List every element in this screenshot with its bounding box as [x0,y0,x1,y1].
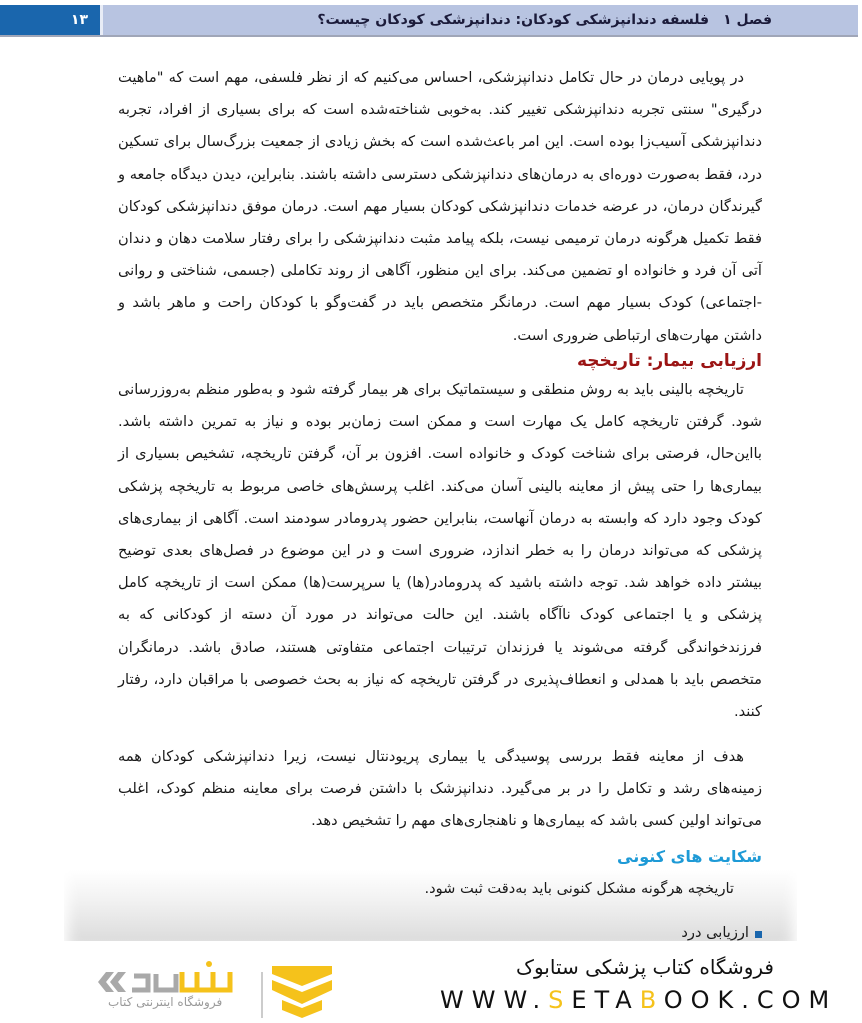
logo-wordmark [132,961,230,990]
bullet-text: ارزیابی درد [681,924,749,941]
chevron-arrows-icon [98,972,126,992]
subsection-heading-current-complaints: شکایت های کنونی [617,847,762,866]
intro-paragraph: در پویایی درمان در حال تکامل دندانپزشکی، احساس می‌کنیم که از نظر فلسفی، مهم است که "ماهیت درگیری" سنتی تجربه دندانپزشکی تغییر کند. به‌خوبی شناخته‌شده است که برای بسیاری از افراد، تجربه دندانپزشکی آسیب‌زا بوده است. این امر باعث‌شده است که بخش زیادی از جمعیت بزرگ‌سال برای تسکین درد، فقط به‌صورت دوره‌ای به درمان‌های دندانپزشکی دسترسی داشته باشند. بنابراین، دیدن دیدگاه جامعه و گیرندگان درمان، در عرضه خدمات دندانپزشکی کودکان بسیار مهم است. درمان موفق دندانپزشکی کودکان فقط تکمیل هرگونه درمان ترمیمی نیست، بلکه پیامد مثبت دندانپزشکی را برای رفتار سلامت دهان و دندان آتی آن فرد و خانواده او تضمین می‌کند. برای این منظور، آگاهی از روند تکاملی (جسمی، شناختی و روانی -اجتماعی) کودک بسیار مهم است. درمانگر متخصص باید در گفت‌وگو با کودکان راحت و ماهر باشد و داشتن مهارت‌های ارتباطی ضروری است. [118,69,762,344]
setabook-logo [96,950,346,1020]
url-part: OOK.COM [663,986,838,1014]
shop-name: فروشگاه کتاب پزشکی ستابوک [516,955,774,979]
logo-tagline: فروشگاه اینترنتی کتاب [108,995,223,1009]
url-part: WWW. [440,986,549,1014]
complaints-box-text: تاریخچه هرگونه مشکل کنونی باید به‌دقت ثبت شود. [424,880,734,897]
running-title [106,5,858,35]
url-highlight: B [639,986,664,1014]
shop-url[interactable] [440,986,837,1014]
list-item [681,924,762,941]
shield-chevron-icon [272,966,332,1018]
page-number: ۱۳ [0,5,103,35]
square-bullet-icon [755,931,762,938]
url-highlight: S [548,986,572,1014]
history-paragraph: تاریخچه بالینی باید به روش منطقی و سیستماتیک برای هر بیمار گرفته شود و به‌طور منظم به‌روزرسانی شود. گرفتن تاریخچه کامل یک مهارت است و ممکن است زمان‌بر بوده و نیاز به تمرین داشته باشد. بااین‌حال، فرصتی برای شناخت کودک و خانواده است. افزون بر آن، گرفتن تاریخچه، تشخیص بسیاری از بیماری‌ها را حتی پیش از معاینه بالینی آسان می‌کند. اغلب پرسش‌های خاصی مربوط به تاریخچه پزشکی کودک وجود دارد که وابسته به درمان آنهاست، بنابراین حضور پدرومادر سودمند است. آگاهی از بیماری‌های پزشکی که می‌تواند درمان را به خطر اندازد، ضروری است و در این موضوع در فصل‌های بعدی توضیح بیشتر داده خواهد شد. توجه داشته باشید که پدرومادر(ها) یا سرپرست(ها) ممکن است از تاریخچه کامل پزشکی و یا اجتماعی کودک ناآگاه باشند. این حالت می‌تواند در مورد آن دسته از کودکانی که به فرزندخواندگی گرفته می‌شوند یا فرزندان ترتیبات اجتماعی متفاوتی هستند، صادق باشد. درمانگران متخصص باید با همدلی و انعطاف‌پذیری در گرفتن تاریخچه که نیاز به بحث خصوصی با مراقبان دارد، رفتار کنند. [118,381,762,721]
chapter-title: فلسفه دندانپزشکی کودکان: دندانپزشکی کودکان چیست؟ [317,12,710,28]
section-heading-patient-assessment: ارزیابی بیمار: تاریخچه [576,351,762,371]
chapter-label: فصل ۱ [723,12,772,28]
running-header [0,5,858,37]
url-part: ETA [571,986,640,1014]
exam-goal-paragraph: هدف از معاینه فقط بررسی پوسیدگی یا بیماری پریودنتال نیست، زیرا دندانپزشکی کودکان همه زمینه‌های رشد و تکامل را در بر می‌گیرد. دندانپزشک با داشتن فرصت برای معاینه منظم کودک، اغلب می‌تواند اولین کسی باشد که بیماری‌ها و ناهنجاری‌های مهم را تشخیص دهد. [118,748,762,830]
